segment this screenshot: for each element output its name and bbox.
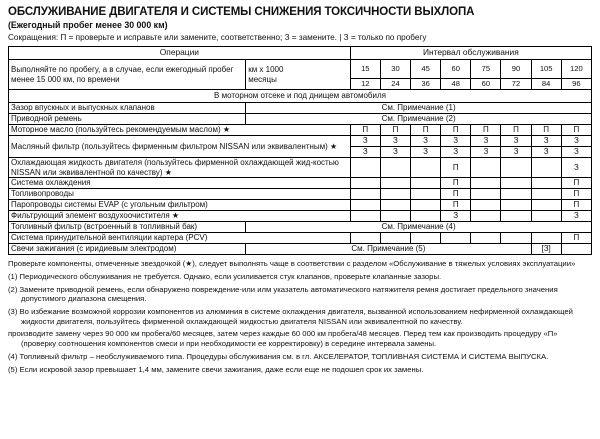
table-row-label: Система принудительной вентиляции картера (PCV) <box>9 233 351 244</box>
table-cell: З <box>441 147 471 158</box>
table-cell <box>350 158 380 178</box>
table-cell <box>501 189 531 200</box>
header-operations: Операции <box>9 47 351 60</box>
header-interval: Интервал обслуживания <box>350 47 591 60</box>
table-cell: З <box>380 136 410 147</box>
table-row-label: Зазор впускных и выпускных клапанов <box>9 103 246 114</box>
table-cell: З <box>501 147 531 158</box>
table-cell: З <box>561 147 591 158</box>
page-title: ОБСЛУЖИВАНИЕ ДВИГАТЕЛЯ И СИСТЕМЫ СНИЖЕНИЯ ТОКСИЧНОСТИ ВЫХЛОПА <box>8 6 475 18</box>
section-header-engine-bay: В моторном отсеке и под днищем автомобиля <box>9 90 592 103</box>
header-km-description: Выполняйте по пробегу, а в случае, если ежегодный пробег менее 15 000 км, по времени <box>9 60 246 90</box>
interval-month-48: 48 <box>441 79 471 90</box>
header-km-unit-line1: км x 1000 <box>248 65 284 74</box>
table-cell <box>380 200 410 211</box>
table-cell <box>350 178 380 189</box>
table-cell <box>471 211 501 222</box>
table-cell <box>531 233 561 244</box>
table-cell <box>471 178 501 189</box>
table-cell <box>501 211 531 222</box>
table-row-label: Паропроводы системы EVAP (с угольным фильтром) <box>9 200 351 211</box>
table-row-label: Моторное масло (пользуйтесь рекомендуемым маслом) ★ <box>9 125 351 136</box>
footnotes <box>8 259 592 374</box>
table-cell <box>411 189 441 200</box>
table-cell <box>350 189 380 200</box>
interval-month-12: 12 <box>350 79 380 90</box>
interval-month-24: 24 <box>380 79 410 90</box>
interval-month-72: 72 <box>501 79 531 90</box>
table-cell: З <box>441 211 471 222</box>
table-cell <box>471 200 501 211</box>
footnote-item: (2) Замените приводной ремень, если обнаружено повреждение-или илм указатель автоматического натяжителя ремня достигает предельного значения допустимого диапазона смещения. <box>8 284 558 304</box>
table-cell: З <box>350 136 380 147</box>
table-cell: З <box>561 136 591 147</box>
page-subtitle: (Ежегодный пробег менее 30 000 км) <box>8 20 168 30</box>
table-cell: П <box>501 125 531 136</box>
table-cell <box>531 189 561 200</box>
header-km-unit-line2: месяцы <box>248 74 277 84</box>
table-cell <box>350 211 380 222</box>
table-cell: П <box>411 125 441 136</box>
table-cell: П <box>441 158 471 178</box>
table-cell: П <box>441 200 471 211</box>
footnote-item: (1) Периодического обслуживания не требуется. Однако, если усиливается стук клапанов, проверьте клапанные зазоры. <box>8 271 442 281</box>
footnote-item: (5) Если искровой зазор превышает 1,4 мм, замените свечи зажигания, даже если еще не подошел срок их замены. <box>8 364 424 374</box>
table-cell <box>411 178 441 189</box>
footnote-item: производите замену через 90 000 км пробега/60 месяцев, затем через каждые 60 000 км пробега/48 месяцев. Перед тем как производить процедуру «П» (проверку соотношения компонентов смеси и при необходимости ее корректировку) в середине интервала замены. <box>8 329 558 348</box>
table-cell: П <box>441 189 471 200</box>
legend-text: Сокращения: П = проверьте и исправьте или замените, соответственно; З = замените. | З = только по пробегу <box>8 33 427 42</box>
interval-month-60: 60 <box>471 79 501 90</box>
table-cell <box>350 200 380 211</box>
table-cell <box>380 158 410 178</box>
table-cell <box>380 189 410 200</box>
table-cell: З <box>411 136 441 147</box>
table-cell: З <box>411 147 441 158</box>
interval-month-96: 96 <box>561 79 591 90</box>
interval-km-45: 45 <box>411 60 441 79</box>
table-cell: З <box>531 136 561 147</box>
table-cell: З <box>441 136 471 147</box>
interval-month-84: 84 <box>531 79 561 90</box>
table-cell <box>380 211 410 222</box>
table-cell <box>411 158 441 178</box>
interval-km-120: 120 <box>561 60 591 79</box>
header-km-unit <box>246 60 351 90</box>
table-cell: З <box>380 147 410 158</box>
table-row-label: Охлаждающая жидкость двигателя (пользуйтесь фирменной охлаждающей жид-костью NISSAN или эквивалентной по качеству) ★ <box>9 158 351 178</box>
table-row-label: Топливопроводы <box>9 189 351 200</box>
interval-km-105: 105 <box>531 60 561 79</box>
table-row-note: См. Примечание (4) <box>246 222 592 233</box>
table-cell <box>501 233 531 244</box>
table-cell <box>531 211 561 222</box>
table-cell <box>501 200 531 211</box>
table-row-label: Приводной ремень <box>9 114 246 125</box>
table-cell <box>531 178 561 189</box>
table-cell: П <box>561 178 591 189</box>
footnote-item: (3) Во избежание возможной коррозии компонентов из алюминия в системе охлаждения двигателя, вызванной использованием нефирменной охлаждающей жидкости двигателя, пользуйтесь фирменной охлаждающей жидкостью двигателя NISSAN или эквивалентной по качеству. <box>8 307 573 326</box>
table-cell: П <box>561 189 591 200</box>
interval-km-75: 75 <box>471 60 501 79</box>
interval-km-60: 60 <box>441 60 471 79</box>
interval-month-36: 36 <box>411 79 441 90</box>
table-cell: П <box>380 125 410 136</box>
table-cell <box>501 158 531 178</box>
table-cell: П <box>561 125 591 136</box>
table-cell: З <box>350 147 380 158</box>
table-cell <box>471 233 501 244</box>
table-cell: [З] <box>531 244 561 255</box>
table-cell <box>561 244 591 255</box>
maintenance-schedule-table <box>8 46 592 255</box>
table-row-label: Фильтрующий элемент воздухоочистителя ★ <box>9 211 351 222</box>
table-cell <box>471 189 501 200</box>
table-row-label: Система охлаждения <box>9 178 351 189</box>
interval-km-15: 15 <box>350 60 380 79</box>
table-row-label: Топливный фильтр (встроенный в топливный бак) <box>9 222 246 233</box>
table-cell <box>411 200 441 211</box>
table-cell <box>411 211 441 222</box>
table-cell: П <box>441 178 471 189</box>
table-cell: П <box>471 125 501 136</box>
table-cell <box>531 200 561 211</box>
table-row-label: Свечи зажигания (с иридиевым электродом) <box>9 244 246 255</box>
table-cell: З <box>561 211 591 222</box>
table-cell <box>501 178 531 189</box>
table-cell: З <box>501 136 531 147</box>
footnote-intro: Проверьте компоненты, отмеченные звездочкой (★), следует выполнять чаще в соответствии с разделом «Обслуживание в тяжелых условиях эксплуатации» <box>8 259 576 268</box>
table-cell: З <box>471 136 501 147</box>
table-cell <box>411 233 441 244</box>
table-cell <box>531 158 561 178</box>
table-cell: П <box>561 233 591 244</box>
table-cell <box>380 178 410 189</box>
interval-km-90: 90 <box>501 60 531 79</box>
table-cell <box>380 233 410 244</box>
table-cell: П <box>350 125 380 136</box>
table-cell: З <box>561 158 591 178</box>
table-cell <box>441 233 471 244</box>
table-cell: П <box>531 125 561 136</box>
table-row-label: Масляный фильтр (пользуйтесь фирменным фильтром NISSAN или эквивалентным) ★ <box>9 136 351 158</box>
table-cell: З <box>471 147 501 158</box>
table-cell: З <box>531 147 561 158</box>
table-cell <box>350 233 380 244</box>
table-cell: П <box>561 200 591 211</box>
interval-km-30: 30 <box>380 60 410 79</box>
footnote-item: (4) Топливный фильтр – необслуживаемого типа. Процедуры обслуживания см. в гл. АКСЕЛЕРАТОР, ТОПЛИВНАЯ СИСТЕМА И СИСТЕМА ВЫПУСКА. <box>8 351 549 361</box>
table-cell <box>471 158 501 178</box>
table-cell: П <box>441 125 471 136</box>
table-row-note: См. Примечание (2) <box>246 114 592 125</box>
table-row-note: См. Примечание (1) <box>246 103 592 114</box>
table-row-note: См. Примечание (5) <box>246 244 531 255</box>
